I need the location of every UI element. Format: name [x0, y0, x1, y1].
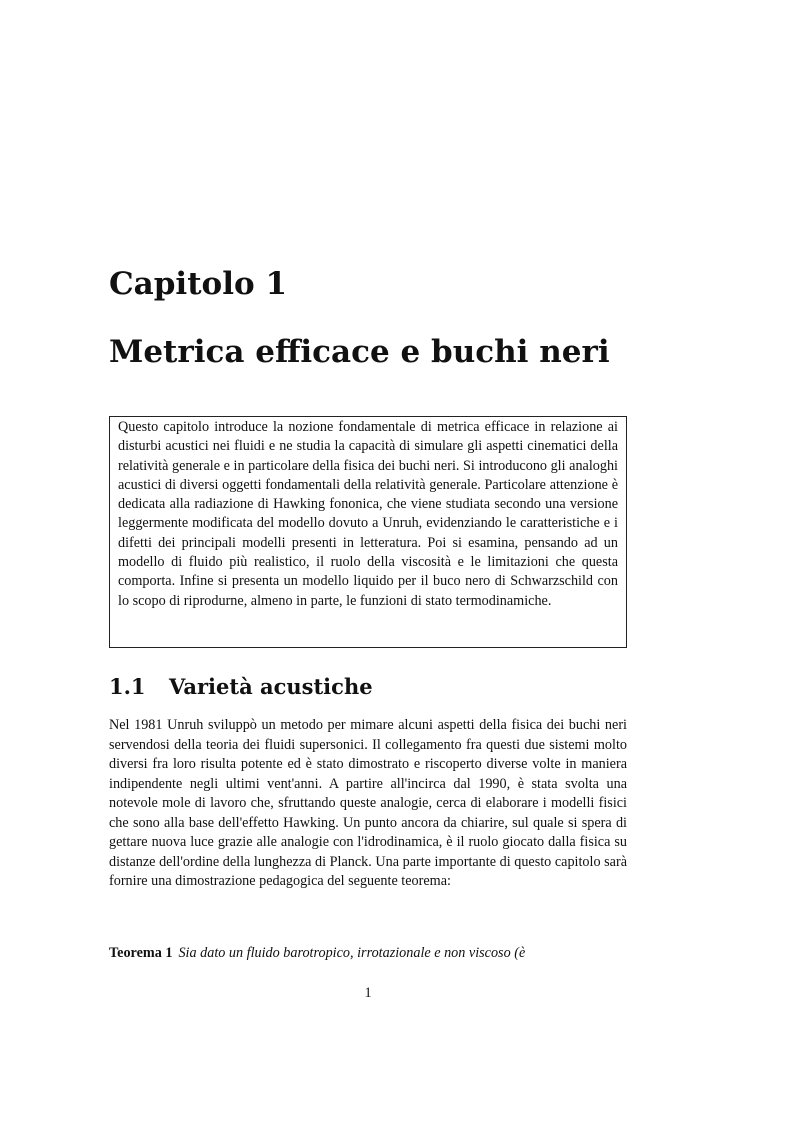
chapter-title: Metrica efficace e buchi neri: [109, 334, 610, 370]
chapter-label: Capitolo 1: [109, 266, 288, 302]
theorem: [109, 944, 627, 964]
theorem-statement: Sia dato un fluido barotropico, irrotazionale e non viscoso (è: [178, 945, 526, 961]
abstract-text: Questo capitolo introduce la nozione fondamentale di metrica efficace in relazione ai disturbi acustici nei fluidi e ne studia la capacità di simulare gli aspetti cinematici della relatività generale e in particolare della fisica dei buchi neri. Si introducono gli analoghi acustici di diversi oggetti fondamentali della relatività generale. Particolare attenzione è dedicata alla radiazione di Hawking fononica, che viene studiata secondo una versione leggermente modificata del modello dovuto a Unruh, evidenziando le caratteristiche e i difetti dei principali modelli presenti in letteratura. Poi si esamina, pensando ad un modello di fluido più realistico, il ruolo della viscosità e le limitazioni che questa comporta. Infine si presenta un modello liquido per il buco nero di Schwarzschild con lo scopo di riprodurne, almeno in parte, le funzioni di stato termodinamiche.: [118, 419, 618, 609]
theorem-label: Teorema 1: [109, 945, 173, 961]
page-number: 1: [364, 985, 372, 1001]
section-title: Varietà acustiche: [169, 674, 373, 699]
section-heading: [109, 674, 373, 700]
section-number: 1.1: [109, 674, 146, 699]
abstract-box: [109, 416, 627, 648]
body-paragraph: Nel 1981 Unruh sviluppò un metodo per mimare alcuni aspetti della fisica dei buchi neri servendosi della teoria dei fluidi supersonici. Il collegamento fra questi due sistemi molto diversi fra loro risulta potente ed è stato dimostrato e riscoperto diverse volte in maniera indipendente negli ultimi vent'anni. A partire all'incirca dal 1990, è stata svolta una notevole mole di lavoro che, sfruttando queste analogie, cerca di elaborare i modelli fisici che sono alla base dell'effetto Hawking. Un punto ancora da chiarire, sul quale si spera di gettare nuova luce grazie alle analogie con l'idrodinamica, è il ruolo giocato dalla fisica su distanze dell'ordine della lunghezza di Planck. Una parte importante di questo capitolo sarà fornire una dimostrazione pedagogica del seguente teorema:: [109, 717, 627, 889]
